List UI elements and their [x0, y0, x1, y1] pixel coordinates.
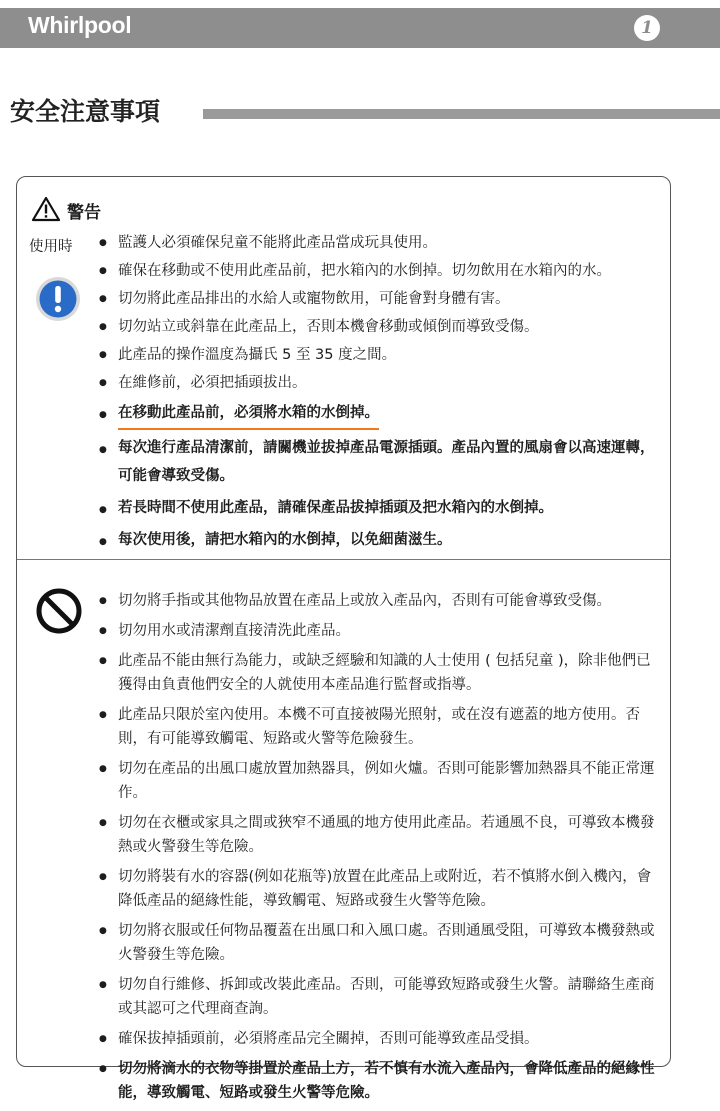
list-item: ● 切勿在衣櫃或家具之間或狹窄不通風的地方使用此產品。若通風不良，可導致本機發熱或火警發生等危險。	[99, 811, 661, 859]
header-bar	[0, 8, 720, 48]
list-item: ● 切勿將裝有水的容器(例如花瓶等)放置在此產品上或附近，若不慎將水倒入機內，會降低產品的絕緣性能，導致觸電、短路或發生火警等危險。	[99, 865, 661, 913]
list-item: ● 此產品只限於室內使用。本機不可直接被陽光照射，或在沒有遮蓋的地方使用。否則，有可能導致觸電、短路或火警等危險發生。	[99, 703, 661, 751]
usage-context-label: 使用時	[29, 239, 73, 255]
highlighted-text: 在移動此產品前，必須將水箱的水倒掉。	[118, 399, 379, 430]
safety-panel	[16, 176, 671, 1101]
list-item: ● 切勿用水或清潔劑直接清洗此產品。	[99, 619, 661, 643]
section-title: 安全注意事項	[10, 97, 161, 126]
list-item: ● 此產品的操作溫度為攝氏 5 至 35 度之間。	[99, 343, 661, 367]
list-item: ● 切勿將此產品排出的水給人或寵物飲用，可能會對身體有害。	[99, 287, 661, 311]
section-divider	[17, 559, 670, 560]
list-item: ● 切勿將衣服或任何物品覆蓋在出風口和入風口處。否則通風受阻，可導致本機發熱或火警發生等危險。	[99, 919, 661, 967]
prohibition-list	[99, 589, 661, 1111]
list-item: ● 監護人必須確保兒童不能將此產品當成玩具使用。	[99, 231, 661, 255]
warning-title: 警告	[67, 203, 101, 223]
list-item: ● 若長時間不使用此產品，請確保產品拔掉插頭及把水箱內的水倒掉。	[99, 494, 661, 522]
page-number-badge: 1	[634, 15, 660, 41]
list-item: ● 每次進行產品清潔前，請關機並拔掉產品電源插頭。產品內置的風扇會以高速運轉，可能會導致受傷。	[99, 434, 661, 490]
list-item: ● 切勿將滴水的衣物等掛置於產品上方，若不慎有水流入產品內，會降低產品的絕緣性能，導致觸電、短路或發生火警等危險。	[99, 1057, 661, 1105]
title-rule	[203, 109, 720, 119]
warning-list	[99, 231, 661, 558]
list-item-highlighted	[99, 399, 661, 430]
prohibited-icon	[35, 587, 83, 635]
list-item: ● 確保拔掉插頭前，必須將產品完全關掉，否則可能導致產品受損。	[99, 1027, 661, 1051]
list-item: ● 切勿自行維修、拆卸或改裝此產品。否則，可能導致短路或發生火警。請聯絡生產商或其認可之代理商查詢。	[99, 973, 661, 1021]
list-item: ● 此產品不能由無行為能力，或缺乏經驗和知識的人士使用 ( 包括兒童 )，除非他們已獲得由負責他們安全的人就使用本產品進行監督或指導。	[99, 649, 661, 697]
list-item: ● 每次使用後，請把水箱內的水倒掉，以免細菌滋生。	[99, 526, 661, 554]
list-item: ● 切勿將手指或其他物品放置在產品上或放入產品內，否則有可能會導致受傷。	[99, 589, 661, 613]
list-item: ● 切勿在產品的出風口處放置加熱器具，例如火爐。否則可能影響加熱器具不能正常運作。	[99, 757, 661, 805]
brand-logo: Whirlpool	[28, 12, 132, 38]
list-item: ● 確保在移動或不使用此產品前，把水箱內的水倒掉。切勿飲用在水箱內的水。	[99, 259, 661, 283]
list-item: ● 切勿站立或斜靠在此產品上，否則本機會移動或傾倒而導致受傷。	[99, 315, 661, 339]
list-item: ● 在維修前，必須把插頭拔出。	[99, 371, 661, 395]
warning-triangle-icon	[31, 196, 61, 222]
exclamation-circle-icon	[35, 276, 81, 322]
